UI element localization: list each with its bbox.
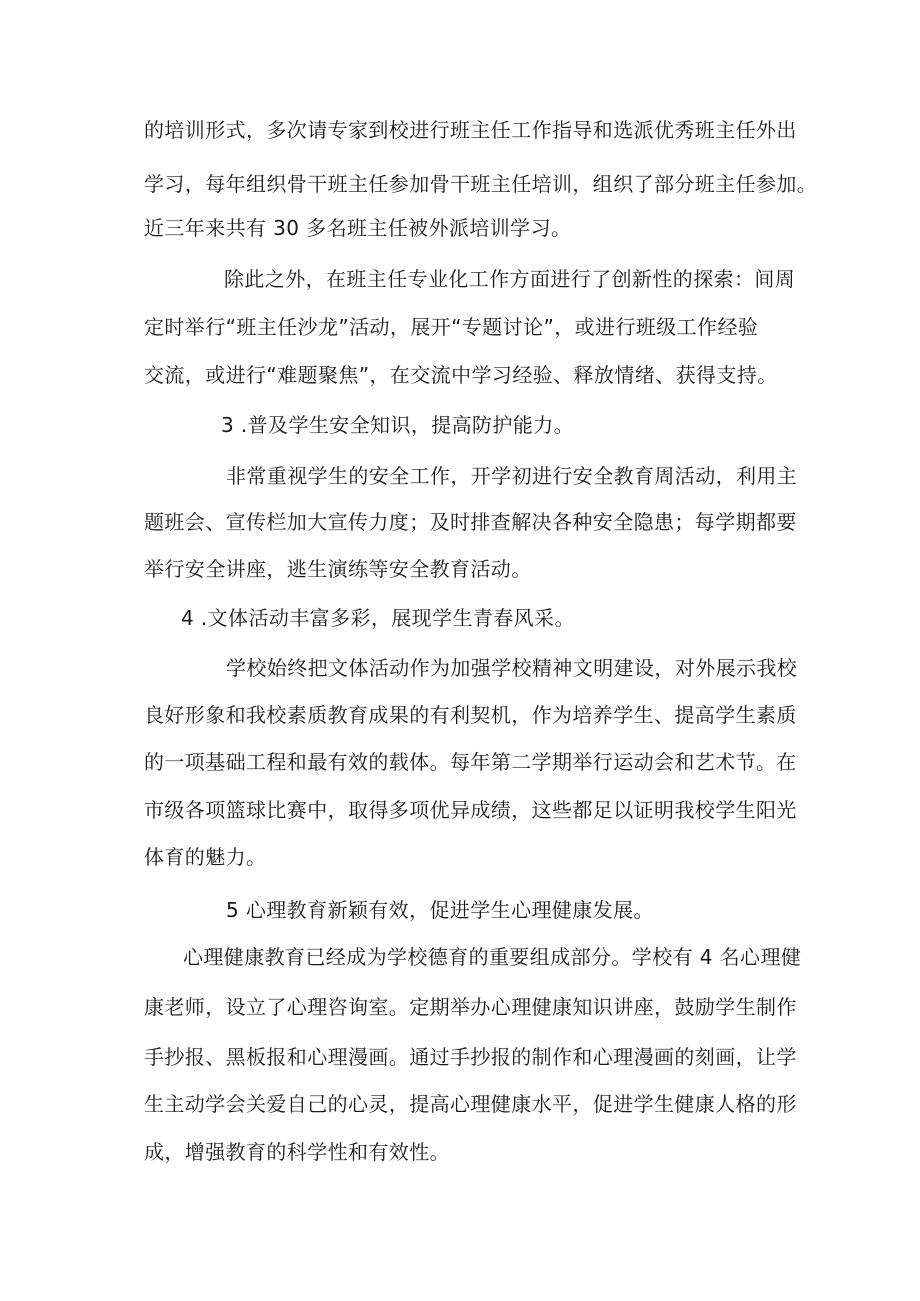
section-heading-3: 3 .普及学生安全知识，提高防护能力。 bbox=[221, 413, 575, 437]
paragraph-line: 成，增强教育的科学性和有效性。 bbox=[144, 1140, 450, 1164]
paragraph-line: 题班会、宣传栏加大宣传力度；及时排查解决各种安全隐患；每学期都要 bbox=[144, 510, 797, 534]
paragraph-line: 心理健康教育已经成为学校德育的重要组成部分。学校有 4 名心理健 bbox=[183, 945, 802, 969]
paragraph-line: 生主动学会关爱自己的心灵，提高心理健康水平，促进学生健康人格的形 bbox=[144, 1092, 797, 1116]
paragraph-line: 体育的魅力。 bbox=[144, 845, 267, 869]
paragraph-line: 的一项基础工程和最有效的载体。每年第二学期举行运动会和艺术节。在 bbox=[144, 750, 797, 774]
paragraph-line: 交流，或进行“难题聚焦”，在交流中学习经验、释放情绪、获得支持。 bbox=[144, 363, 778, 387]
section-heading-4: 4 .文体活动丰富多彩，展现学生青春风采。 bbox=[181, 606, 575, 630]
paragraph-line: 良好形象和我校素质教育成果的有利契机，作为培养学生、提高学生素质 bbox=[144, 703, 797, 727]
paragraph-line: 康老师，设立了心理咨询室。定期举办心理健康知识讲座，鼓励学生制作 bbox=[144, 995, 797, 1019]
paragraph-line: 非常重视学生的安全工作，开学初进行安全教育周活动，利用主 bbox=[226, 464, 798, 488]
paragraph-line: 学校始终把文体活动作为加强学校精神文明建设，对外展示我校 bbox=[226, 656, 798, 680]
paragraph-line: 学习，每年组织骨干班主任参加骨干班主任培训，组织了部分班主任参加。 bbox=[144, 172, 818, 196]
paragraph-line: 的培训形式，多次请专家到校进行班主任工作指导和选派优秀班主任外出 bbox=[144, 118, 797, 142]
paragraph-line: 近三年来共有 30 多名班主任被外派培训学习。 bbox=[144, 216, 572, 240]
paragraph-line: 除此之外，在班主任专业化工作方面进行了创新性的探索：间周 bbox=[224, 267, 796, 291]
paragraph-line: 手抄报、黑板报和心理漫画。通过手抄报的制作和心理漫画的刻画，让学 bbox=[144, 1045, 797, 1069]
paragraph-line: 定时举行“班主任沙龙”活动，展开“专题讨论”，或进行班级工作经验 bbox=[144, 315, 759, 339]
paragraph-line: 举行安全讲座，逃生演练等安全教育活动。 bbox=[144, 557, 532, 581]
paragraph-line: 市级各项篮球比赛中，取得多项优异成绩，这些都足以证明我校学生阳光 bbox=[144, 798, 797, 822]
section-heading-5: 5 心理教育新颖有效，促进学生心理健康发展。 bbox=[226, 898, 654, 922]
